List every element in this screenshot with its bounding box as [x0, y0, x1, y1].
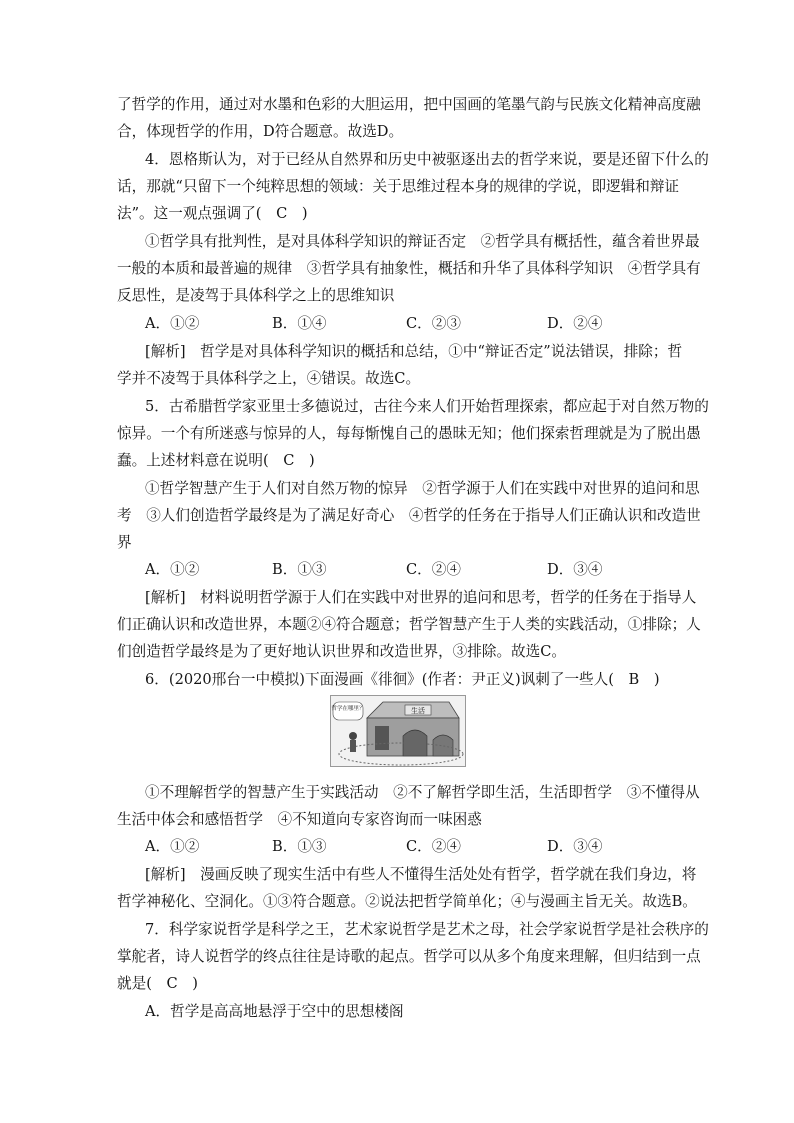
text-line: 界 [117, 534, 132, 551]
question-5-stem: 5．古希腊哲学家亚里士多德说过，古往今来人们开始哲理探索，都应起于对自然万物的 [145, 398, 709, 415]
text-line: 哲学神秘化、空洞化。①③符合题意。②说法把哲学简单化；④与漫画主旨无关。故选B。 [117, 893, 697, 910]
option-c: C．②④ [406, 561, 461, 578]
text-line: 惊异。一个有所迷惑与惊异的人，每每惭愧自己的愚昧无知；他们探索哲理就是为了脱出愚 [117, 425, 701, 442]
option-d: D．②④ [547, 315, 603, 332]
text-line: 们正确认识和改造世界，本题②④符合题意；哲学智慧产生于人类的实践活动，①排除；人 [117, 616, 701, 633]
option-d: D．③④ [547, 838, 603, 855]
text-line: 学并不凌驾于具体科学之上，④错误。故选C。 [117, 370, 421, 387]
cartoon-drawing [331, 696, 466, 767]
option-a: A．①② [145, 838, 200, 855]
text-line: 掌舵者，诗人说哲学的终点往往是诗歌的起点。哲学可以从多个角度来理解，但归结到一点 [117, 948, 701, 965]
option-c: C．②③ [406, 315, 461, 332]
option-a: A．①② [145, 315, 200, 332]
text-line: 蠢。上述材料意在说明( C ) [117, 452, 315, 469]
cartoon-image [330, 695, 466, 767]
speech-bubble: 哲学在哪里？ [331, 706, 365, 712]
text-line: 合，体现哲学的作用，D符合题意。故选D。 [117, 123, 404, 140]
text-line: 了哲学的作用，通过对水墨和色彩的大胆运用，把中国画的笔墨气韵与民族文化精神高度融 [117, 96, 701, 113]
analysis-q6: [解析] 漫画反映了现实生活中有些人不懂得生活处处有哲学，哲学就在我们身边，将 [145, 866, 697, 883]
question-7-stem: 7．科学家说哲学是科学之王，艺术家说哲学是艺术之母，社会学家说哲学是社会秩序的 [145, 921, 709, 938]
text-line: 法”。这一观点强调了( C ) [117, 205, 308, 222]
question-6-stem: 6．(2020邢台一中模拟)下面漫画《徘徊》(作者：尹正义)讽刺了一些人( B ) [145, 671, 660, 688]
house-sign: 生活 [411, 707, 425, 715]
option-a: A．①② [145, 561, 200, 578]
option-a: A．哲学是高高地悬浮于空中的思想楼阁 [145, 1003, 404, 1020]
option-b: B．①④ [272, 315, 327, 332]
option-c: C．②④ [406, 838, 461, 855]
text-line: 考 ③人们创造哲学最终是为了满足好奇心 ④哲学的任务在于指导人们正确认识和改造世 [117, 507, 701, 524]
text-line: 反思性，是凌驾于具体科学之上的思维知识 [117, 287, 395, 304]
question-6-choices: ①不理解哲学的智慧产生于实践活动 ②不了解哲学即生活，生活即哲学 ③不懂得从 [145, 784, 700, 801]
analysis-q4: [解析] 哲学是对具体科学知识的概括和总结，①中“辩证否定”说法错误，排除；哲 [145, 343, 683, 360]
text-line: 话，那就“只留下一个纯粹思想的领域：关于思维过程本身的规律的学说，即逻辑和辩证 [117, 178, 680, 195]
question-5-choices: ①哲学智慧产生于人们对自然万物的惊异 ②哲学源于人们在实践中对世界的追问和思 [145, 480, 700, 497]
option-b: B．①③ [272, 838, 327, 855]
option-d: D．③④ [547, 561, 603, 578]
question-4-choices: ①哲学具有批判性，是对具体科学知识的辩证否定 ②哲学具有概括性，蕴含着世界最 [145, 233, 700, 250]
text-line: 一般的本质和最普遍的规律 ③哲学具有抽象性，概括和升华了具体科学知识 ④哲学具有 [117, 260, 701, 277]
text-line: 生活中体会和感悟哲学 ④不知道向专家咨询而一味困惑 [117, 811, 482, 828]
analysis-q5: [解析] 材料说明哲学源于人们在实践中对世界的追问和思考，哲学的任务在于指导人 [145, 589, 697, 606]
question-4-stem: 4．恩格斯认为，对于已经从自然界和历史中被驱逐出去的哲学来说，要是还留下什么的 [145, 151, 709, 168]
option-b: B．①③ [272, 561, 327, 578]
text-line: 们创造哲学最终是为了更好地认识世界和改造世界，③排除。故选C。 [117, 643, 566, 660]
text-line: 就是( C ) [117, 975, 198, 992]
